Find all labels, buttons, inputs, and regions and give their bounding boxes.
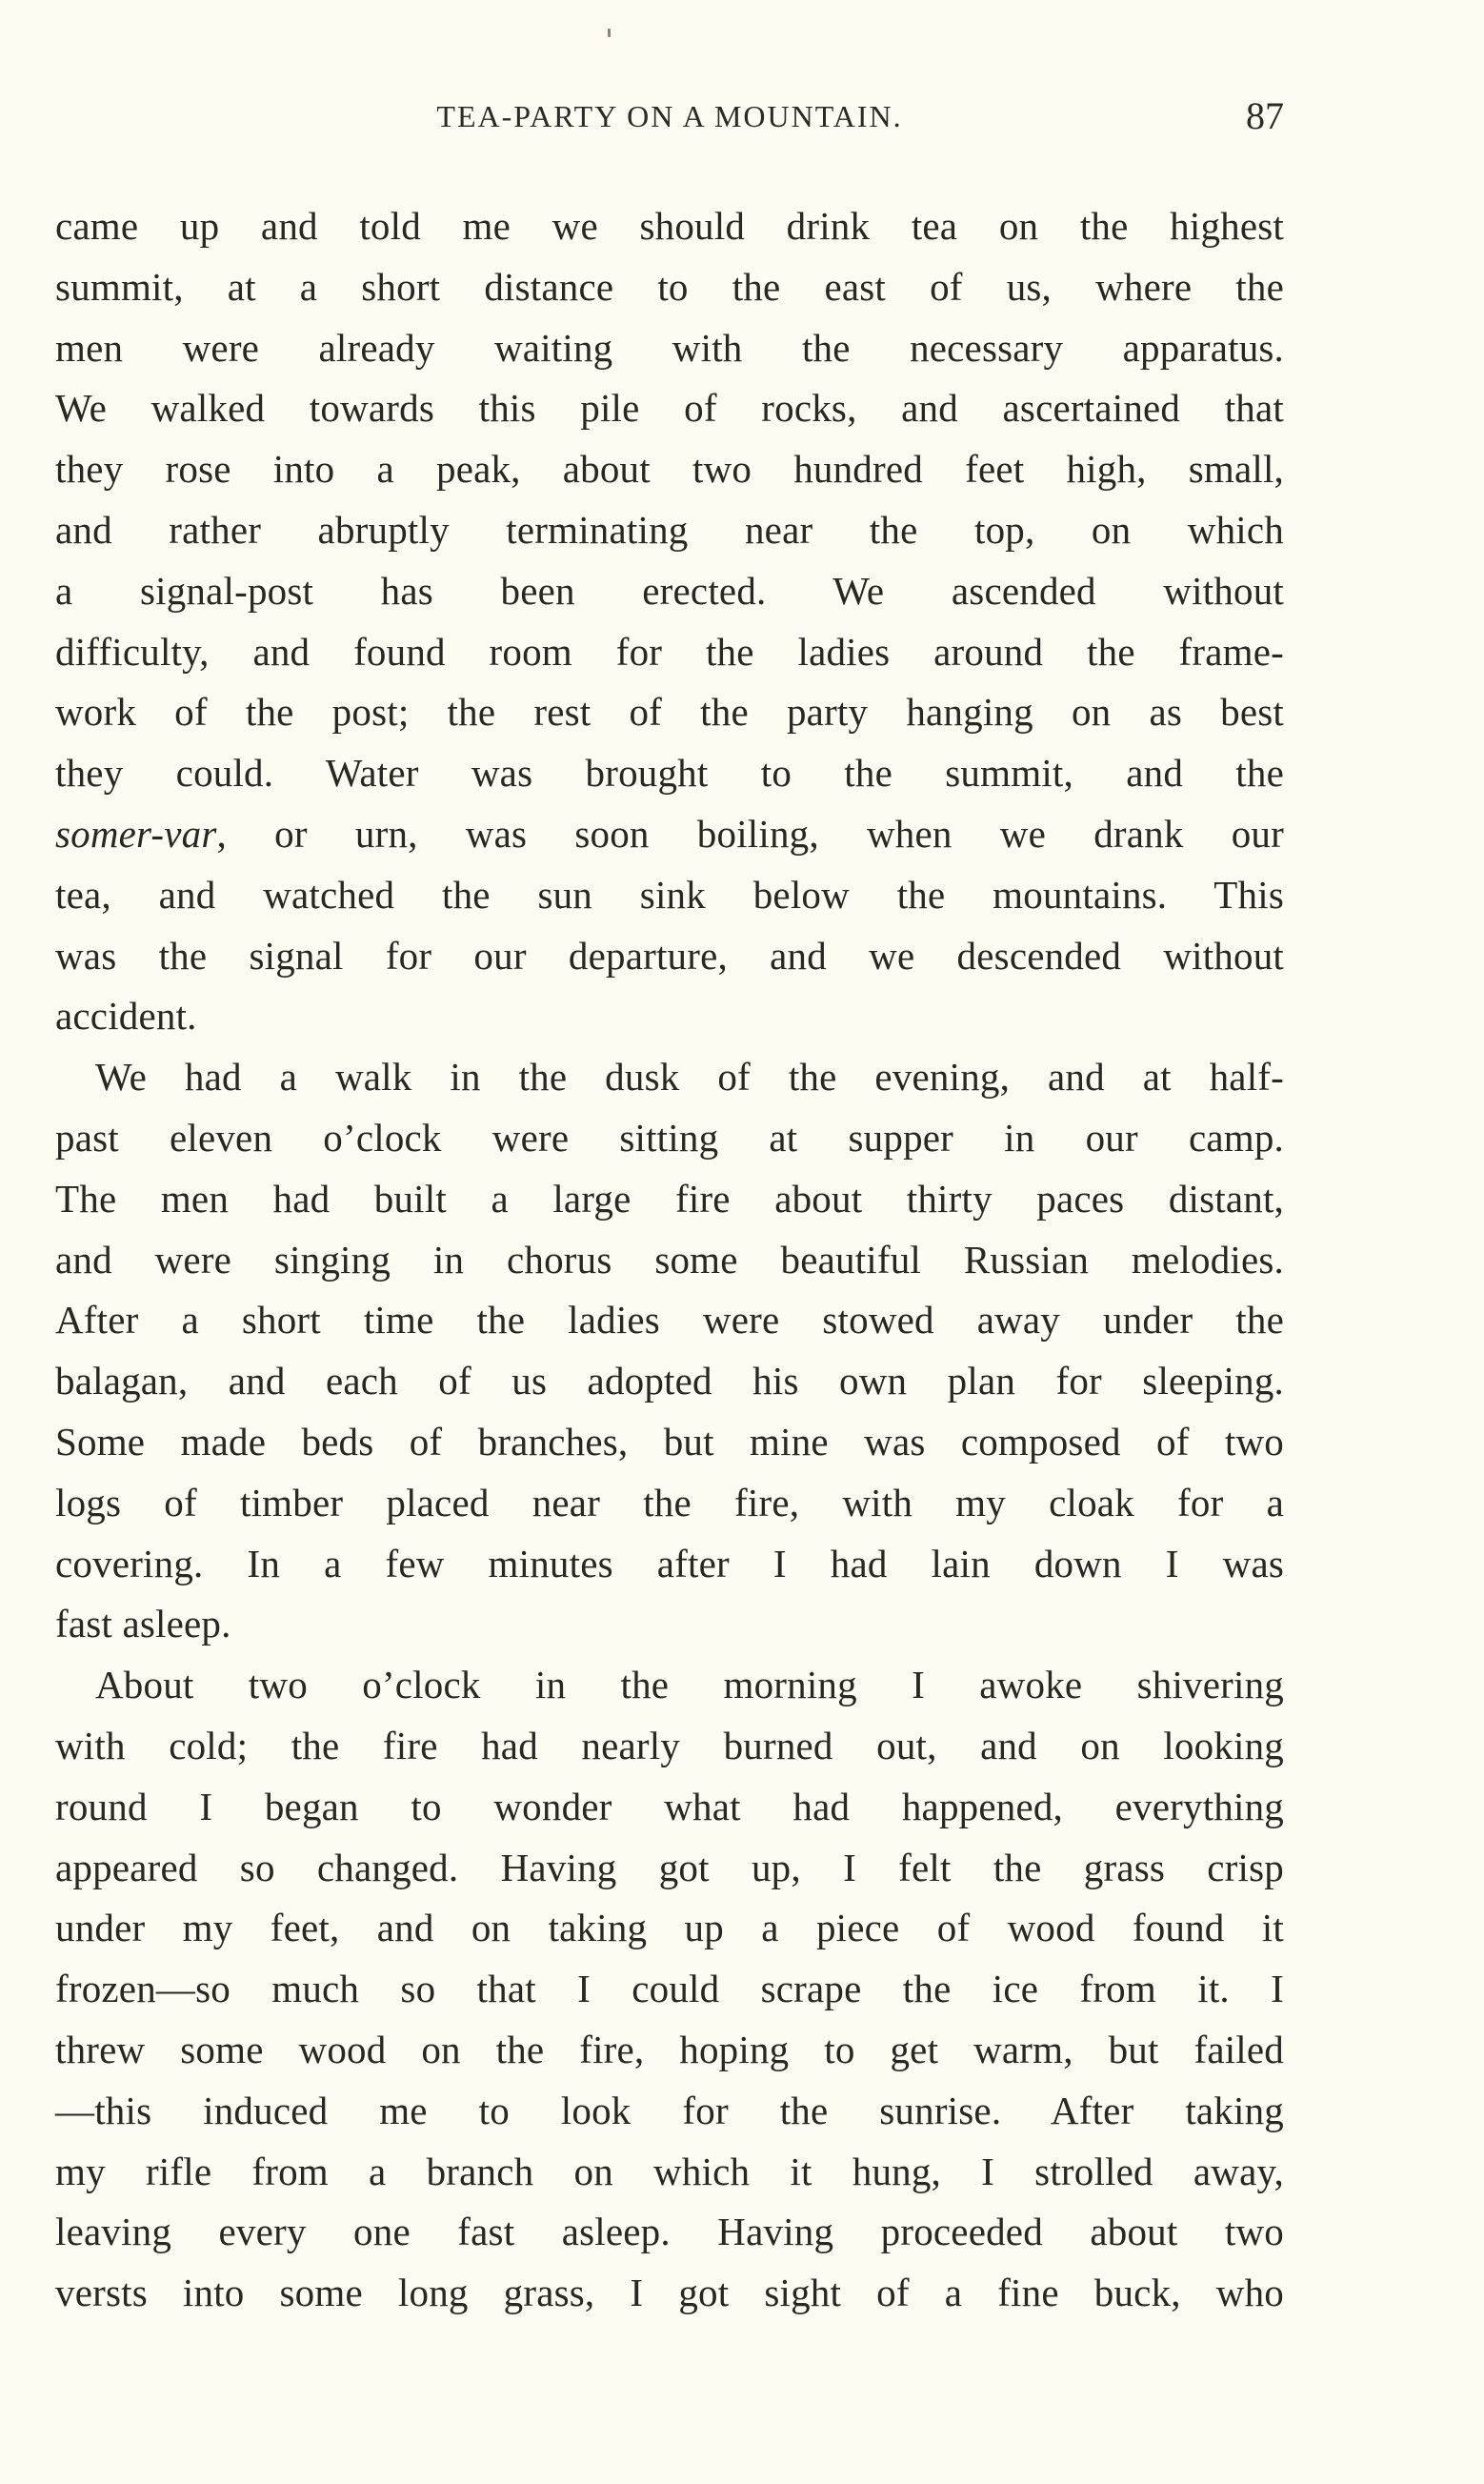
text-line: leaving every one fast asleep. Having proceeded about two [55, 2210, 1284, 2254]
text-line: covering. In a few minutes after I had lain down I was [55, 1541, 1284, 1585]
text-line-rest: , or urn, was soon boiling, when we drank our [216, 811, 1284, 856]
text-line: summit, at a short distance to the east of us, where the [55, 264, 1284, 309]
page-number: 87 [1246, 94, 1284, 137]
text-line: my rifle from a branch on which it hung, I strolled away, [55, 2149, 1284, 2193]
text-line: We walked towards this pile of rocks, and ascertained that [55, 386, 1284, 431]
text-line: under my feet, and on taking up a piece of wood found it [55, 1906, 1284, 1950]
text-line: and were singing in chorus some beautiful Russian melodies. [55, 1237, 1284, 1282]
text-line: After a short time the ladies were stowed away under the [55, 1298, 1284, 1343]
text-line: Some made beds of branches, but mine was composed of two [55, 1419, 1284, 1464]
text-line: with cold; the fire had nearly burned out, and on looking [55, 1723, 1284, 1767]
body-text [55, 196, 1284, 2324]
text-line: a signal-post has been erected. We ascended without [55, 568, 1284, 613]
running-title: TEA-PARTY ON A MOUNTAIN. [436, 99, 903, 133]
text-line: and rather abruptly terminating near the top, on which [55, 507, 1284, 552]
text-line: logs of timber placed near the fire, with my cloak for a [55, 1480, 1284, 1525]
running-head [55, 91, 1284, 149]
text-line: came up and told me we should drink tea on the highest [55, 204, 1284, 248]
text-line: appeared so changed. Having got up, I felt the grass crisp [55, 1845, 1284, 1889]
text-line: difficulty, and found room for the ladies around the frame- [55, 629, 1284, 674]
text-line: accident. [55, 994, 197, 1039]
text-line: past eleven o’clock were sitting at supper in our camp. [55, 1115, 1284, 1160]
text-line: threw some wood on the fire, hoping to get warm, but failed [55, 2027, 1284, 2071]
text-line: —this induced me to look for the sunrise. After taking [55, 2088, 1284, 2132]
text-line: About two o’clock in the morning I awoke shivering [95, 1663, 1284, 1707]
text-line: round I began to wonder what had happened, everything [55, 1784, 1284, 1828]
italic-term: somer-var [55, 811, 217, 856]
text-line: fast asleep. [55, 1602, 231, 1646]
text-line: We had a walk in the dusk of the evening, and at half- [95, 1055, 1284, 1100]
text-line: frozen—so much so that I could scrape the ice from it. I [55, 1967, 1284, 2011]
text-line [55, 804, 1284, 865]
text-line: The men had built a large fire about thirty paces distant, [55, 1176, 1284, 1221]
text-line: men were already waiting with the necessary apparatus. [55, 325, 1284, 370]
text-line: tea, and watched the sun sink below the mountains. This [55, 872, 1284, 917]
text-line: work of the post; the rest of the party hanging on as best [55, 690, 1284, 735]
text-line: was the signal for our departure, and we descended without [55, 933, 1284, 978]
text-line: they rose into a peak, about two hundred feet high, small, [55, 447, 1284, 492]
ink-speck [608, 29, 611, 37]
text-line: balagan, and each of us adopted his own plan for sleeping. [55, 1359, 1284, 1404]
text-line: versts into some long grass, I got sight of a fine buck, who [55, 2271, 1284, 2315]
text-line: they could. Water was brought to the summit, and the [55, 751, 1284, 796]
